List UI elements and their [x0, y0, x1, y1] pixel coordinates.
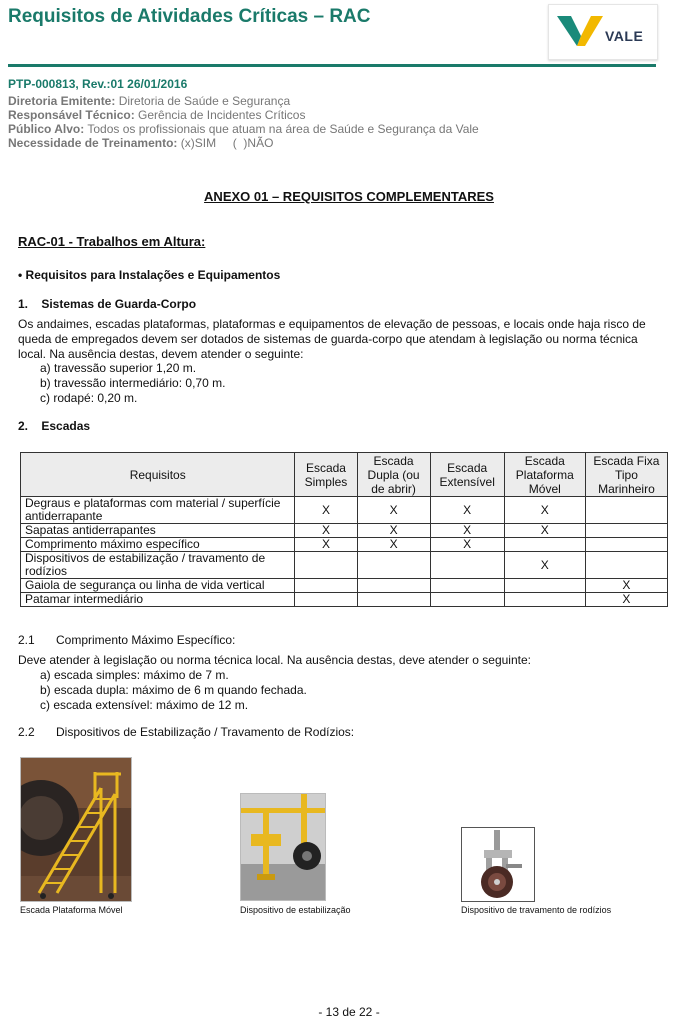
section-2-2-heading: Dispositivos de Estabilização / Travamento de Rodízios: [56, 725, 355, 739]
list-item: b) travessão intermediário: 0,70 m. [40, 376, 226, 390]
table-cell: Gaiola de segurança ou linha de vida vertical [21, 579, 295, 593]
table-cell: X [430, 524, 504, 538]
vale-logo-icon [557, 12, 605, 50]
section-2-2-number: 2.2 [18, 725, 35, 739]
table-cell: X [585, 579, 667, 593]
vale-logo [548, 4, 658, 60]
list-item: c) rodapé: 0,20 m. [40, 391, 138, 405]
requirements-table [20, 452, 668, 607]
table-cell: Patamar intermediário [21, 593, 295, 607]
table-cell: X [357, 524, 430, 538]
caster-lock-device-image [461, 827, 535, 902]
figure-caption: Dispositivo de estabilização [240, 905, 351, 915]
table-cell [430, 579, 504, 593]
page-number: - 13 de 22 - [318, 1005, 380, 1019]
table-cell: Dispositivos de estabilização / travamento de rodízios [21, 552, 295, 579]
section-2-1-heading: Comprimento Máximo Específico: [56, 633, 236, 647]
table-cell: Comprimento máximo específico [21, 538, 295, 552]
table-cell [504, 579, 585, 593]
table-cell [585, 552, 667, 579]
meta-line: Diretoria Emitente: Diretoria de Saúde e Segurança [8, 94, 291, 108]
table-cell [430, 552, 504, 579]
table-cell: X [295, 497, 357, 524]
figure-caption: Escada Plataforma Móvel [20, 905, 123, 915]
table-cell [504, 538, 585, 552]
table-cell: X [504, 552, 585, 579]
table-header: Escada Simples [295, 453, 357, 497]
table-header: Escada Dupla (ou de abrir) [357, 453, 430, 497]
list-item: c) escada extensível: máximo de 12 m. [40, 698, 249, 712]
table-header: Escada Fixa Tipo Marinheiro [585, 453, 667, 497]
header-rule [8, 64, 656, 67]
section-2-heading: 2. Escadas [18, 419, 91, 433]
list-item: a) escada simples: máximo de 7 m. [40, 668, 229, 682]
table-cell: X [430, 497, 504, 524]
section-1-heading: 1. Sistemas de Guarda-Corpo [18, 297, 197, 311]
list-item: b) escada dupla: máximo de 6 m quando fechada. [40, 683, 307, 697]
table-row [21, 593, 668, 607]
table-header: Escada Extensível [430, 453, 504, 497]
table-cell [504, 593, 585, 607]
meta-line: Necessidade de Treinamento: (x)SIM ( )NÃO [8, 136, 274, 150]
section-2-1-text: Deve atender à legislação ou norma técnica local. Na ausência destas, deve atender o seguinte: [18, 653, 531, 667]
table-cell: Degraus e plataformas com material / superfície antiderrapante [21, 497, 295, 524]
stabilization-device-image [240, 793, 326, 901]
table-cell: X [295, 524, 357, 538]
table-cell: Sapatas antiderrapantes [21, 524, 295, 538]
figure-caption: Dispositivo de travamento de rodízios [461, 905, 612, 915]
table-cell: X [504, 524, 585, 538]
table-cell [585, 538, 667, 552]
table-cell [430, 593, 504, 607]
table-cell [295, 552, 357, 579]
table-header: Requisitos [21, 453, 295, 497]
table-cell [295, 579, 357, 593]
table-cell [585, 524, 667, 538]
document-code: PTP-000813, Rev.:01 26/01/2016 [8, 77, 188, 91]
table-cell: X [295, 538, 357, 552]
section-1-text: Os andaimes, escadas plataformas, plataformas e equipamentos de elevação de pessoas, e locais onde haja risco de queda de empregados devem ser dotados de sistemas de guarda-corpo que atendam à legislação ou norma técnica local. Na ausência destas, devem atender o seguinte: [18, 317, 646, 361]
document-title: Requisitos de Atividades Críticas – RAC [8, 6, 371, 27]
meta-line: Público Alvo: Todos os profissionais que atuam na área de Saúde e Segurança da Vale [8, 122, 479, 136]
section-2-1-number: 2.1 [18, 633, 35, 647]
table-cell [357, 579, 430, 593]
table-cell [357, 552, 430, 579]
mobile-platform-ladder-image [20, 757, 132, 902]
table-row [21, 497, 668, 524]
list-item: a) travessão superior 1,20 m. [40, 361, 197, 375]
table-cell: X [504, 497, 585, 524]
rac-title: RAC-01 - Trabalhos em Altura: [18, 234, 206, 249]
table-cell [357, 593, 430, 607]
table-cell [295, 593, 357, 607]
table-header: Escada Plataforma Móvel [504, 453, 585, 497]
table-row [21, 552, 668, 579]
bullet-item: • Requisitos para Instalações e Equipamentos [18, 268, 281, 282]
table-row [21, 524, 668, 538]
table-cell: X [430, 538, 504, 552]
table-cell [585, 497, 667, 524]
table-cell: X [585, 593, 667, 607]
annex-title: ANEXO 01 – REQUISITOS COMPLEMENTARES [204, 189, 494, 204]
table-cell: X [357, 538, 430, 552]
table-cell: X [357, 497, 430, 524]
table-row [21, 579, 668, 593]
meta-line: Responsável Técnico: Gerência de Incidentes Críticos [8, 108, 306, 122]
table-row [21, 538, 668, 552]
logo-text: VALE [605, 28, 644, 44]
